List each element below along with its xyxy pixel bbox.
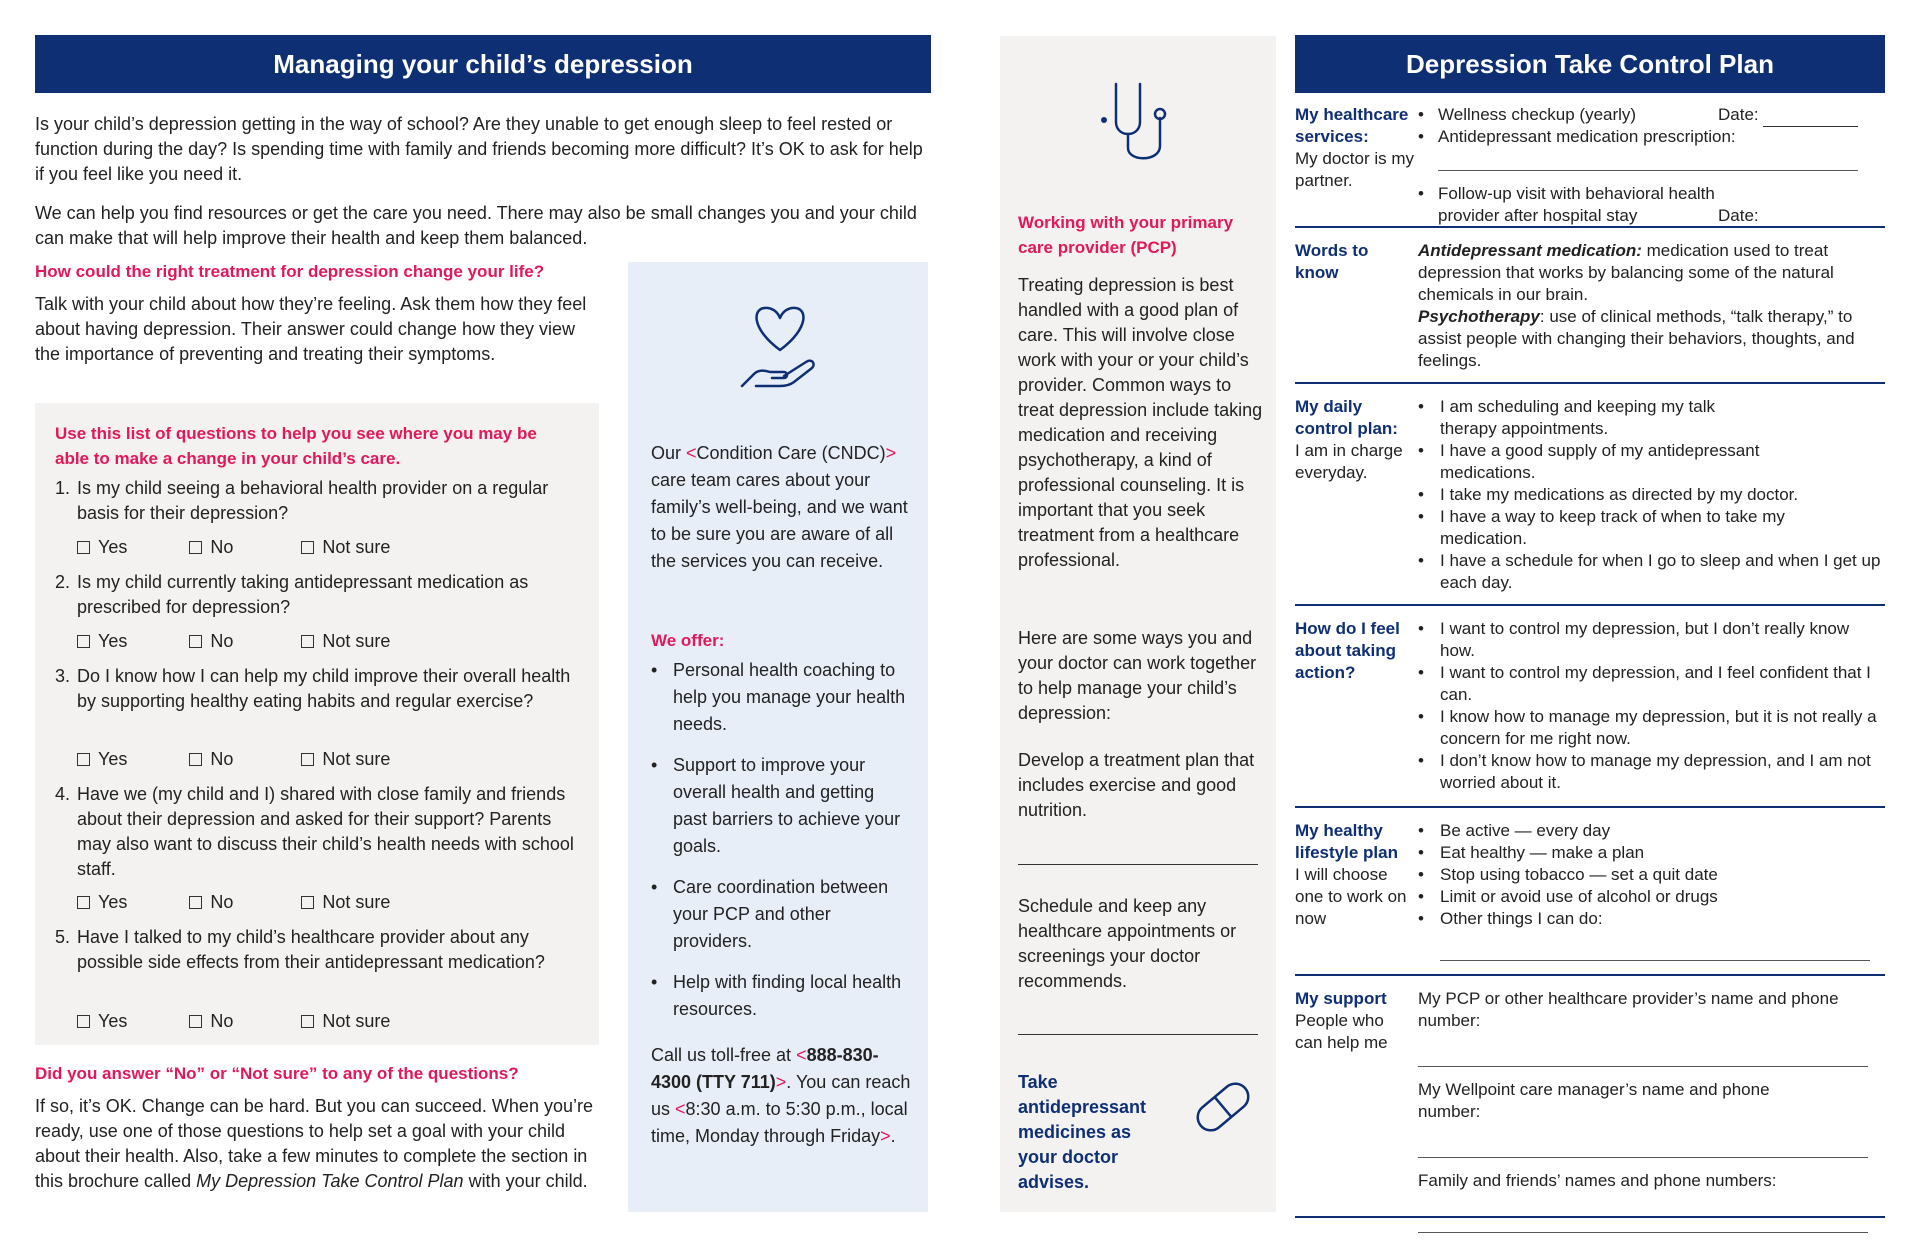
family-contact-field[interactable]: [1418, 1232, 1868, 1233]
pcp-step-2: Schedule and keep any healthcare appointments or screenings your doctor recommends.: [1018, 896, 1237, 991]
other-things-field[interactable]: [1440, 960, 1870, 961]
question-2-options: [77, 631, 452, 652]
questions-box-heading: Use this list of questions to help you see where you may be able to make a change in your child’s care.: [55, 424, 537, 468]
plan-title: Depression Take Control Plan: [1406, 48, 1774, 79]
we-offer-heading: We offer:: [651, 631, 725, 650]
treatment-paragraph: Talk with your child about how they’re feeling. Ask them how they feel about having depression. Their answer could change how they view the importance of preventing and treating their symptoms.: [35, 294, 587, 364]
pill-icon: [1188, 1072, 1258, 1142]
offer-item: • Care coordination between your PCP and other providers.: [651, 874, 911, 955]
left-title-bar: [35, 35, 931, 93]
question-4-options: [77, 892, 452, 913]
support-fields: [1418, 988, 1883, 1233]
care-manager-contact-label: My Wellpoint care manager’s name and phone number:: [1418, 1080, 1770, 1121]
lifestyle-item: • Other things I can do:: [1418, 908, 1883, 930]
offer-item: • Help with finding local health resources.: [651, 969, 911, 1023]
condition-care-panel: [628, 262, 928, 1212]
daily-list: [1418, 396, 1883, 594]
intro-paragraph-2: We can help you find resources or get the care you need. There may also be small changes you and your child can make that will help improve their health and keep them balanced.: [35, 203, 917, 248]
question-5-not-sure-checkbox[interactable]: Not sure: [301, 1011, 390, 1032]
pcp-divider-2: [1018, 1034, 1258, 1035]
prescription-field[interactable]: [1438, 170, 1858, 171]
question-4-yes-checkbox[interactable]: Yes: [77, 892, 127, 913]
family-contact-label: Family and friends’ names and phone numbers:: [1418, 1171, 1777, 1190]
daily-item: • I have a good supply of my antidepressant medications.: [1418, 440, 1770, 484]
lifestyle-item: • Be active — every day: [1418, 820, 1883, 842]
question-5: 5. Have I talked to my child’s healthcare provider about any possible side effects from their antidepressant medication?: [55, 927, 545, 972]
question-4-not-sure-checkbox[interactable]: Not sure: [301, 892, 390, 913]
plan-divider: [1295, 806, 1885, 808]
plan-section-feel: [1295, 618, 1885, 798]
question-1-options: [77, 537, 452, 558]
question-3-no-checkbox[interactable]: No: [189, 749, 233, 770]
feel-item: • I want to control my depression, but I don’t really know how.: [1418, 618, 1883, 662]
feel-list: [1418, 618, 1883, 794]
pcp-panel: [1000, 36, 1276, 1212]
question-5-options: [77, 1011, 452, 1032]
pcp-divider-1: [1018, 864, 1258, 865]
pcp-paragraph-2: Here are some ways you and your doctor can work together to help manage your child’s depression:: [1018, 628, 1257, 723]
condition-care-name: Condition Care (CNDC): [696, 443, 886, 463]
question-5-yes-checkbox[interactable]: Yes: [77, 1011, 127, 1032]
lifestyle-label: My healthy lifestyle plan I will choose one to work on now: [1295, 821, 1407, 928]
condition-care-intro: Our <Condition Care (CNDC)> care team cares about your family’s well-being, and we want to be sure you are aware of all the services you can receive.: [651, 443, 908, 571]
no-answer-paragraph: If so, it’s OK. Change can be hard. But you can succeed. When you’re ready, use one of those questions to help set a goal with your child about their health. Also, take a few minutes to complete the section in this brochure called My Depression Take Control Plan with your child.: [35, 1096, 593, 1191]
offer-list: [651, 657, 911, 1023]
plan-divider: [1295, 604, 1885, 606]
plan-section-services: [1295, 104, 1885, 225]
question-1-no-checkbox[interactable]: No: [189, 537, 233, 558]
question-3-not-sure-checkbox[interactable]: Not sure: [301, 749, 390, 770]
no-answer-heading: Did you answer “No” or “Not sure” to any of the questions?: [35, 1064, 519, 1083]
intro-paragraph-1: Is your child’s depression getting in the way of school? Are they unable to get enough sleep to feel rested or function during the day? Is spending time with family and friends becoming more difficult? It’s OK to ask for help if you feel like you need it.: [35, 114, 923, 184]
question-2: 2. Is my child currently taking antidepressant medication as prescribed for depression?: [55, 572, 529, 617]
care-manager-contact-field[interactable]: [1418, 1157, 1868, 1158]
question-1: 1. Is my child seeing a behavioral health provider on a regular basis for their depression?: [55, 478, 549, 523]
plan-section-lifestyle: [1295, 820, 1885, 970]
plan-section-support: [1295, 988, 1885, 1218]
daily-item: • I have a schedule for when I go to sleep and when I get up each day.: [1418, 550, 1883, 594]
plan-divider: [1295, 382, 1885, 384]
plan-divider: [1295, 226, 1885, 228]
daily-item: • I take my medications as directed by my doctor.: [1418, 484, 1883, 506]
service-item: Antidepressant medication prescription:: [1438, 127, 1736, 146]
lifestyle-item: • Limit or avoid use of alcohol or drugs: [1418, 886, 1883, 908]
left-title: Managing your child’s depression: [273, 48, 693, 79]
treatment-heading: How could the right treatment for depression change your life?: [35, 262, 545, 281]
call-us-paragraph: Call us toll-free at <888-830-4300 (TTY 711)>. You can reach us <8:30 a.m. to 5:30 p.m., local time, Monday through Friday>.: [651, 1045, 911, 1146]
heart-hand-icon: [740, 300, 820, 390]
pcp-step-1: Develop a treatment plan that includes exercise and good nutrition.: [1018, 750, 1255, 820]
question-2-no-checkbox[interactable]: No: [189, 631, 233, 652]
services-label: My healthcare services: My doctor is my partner.: [1295, 105, 1415, 190]
lifestyle-list: [1418, 820, 1883, 930]
feel-item: • I know how to manage my depression, but it is not really a concern for me right now.: [1418, 706, 1883, 750]
question-3-yes-checkbox[interactable]: Yes: [77, 749, 127, 770]
daily-item: • I have a way to keep track of when to take my medication.: [1418, 506, 1840, 550]
question-3: 3. Do I know how I can help my child improve their overall health by supporting healthy eating habits and regular exercise?: [55, 666, 571, 711]
question-4: 4. Have we (my child and I) shared with close family and friends about their depression and asked for their support? Parents may also want to discuss their child’s health needs with school staff.: [55, 784, 574, 879]
lifestyle-item: • Stop using tobacco — set a quit date: [1418, 864, 1883, 886]
service-item: Follow-up visit with behavioral health provider after hospital stay: [1438, 184, 1715, 225]
daily-label: My daily control plan: I am in charge everyday.: [1295, 397, 1403, 482]
feel-item: • I want to control my depression, and I feel confident that I can.: [1418, 662, 1883, 706]
support-label: My support People who can help me: [1295, 989, 1388, 1052]
question-4-no-checkbox[interactable]: No: [189, 892, 233, 913]
question-2-not-sure-checkbox[interactable]: Not sure: [301, 631, 390, 652]
pcp-paragraph-1: Treating depression is best handled with a good plan of care. This will involve close work with your or your child’s provider. Common ways to treat depression include taking medication and receiving psychotherapy, a kind of professional counseling. It is important that you seek treatment from a healthcare professional.: [1018, 275, 1263, 570]
feel-item: • I don’t know how to manage my depression, and I am not worried about it.: [1418, 750, 1883, 794]
plan-section-daily: [1295, 396, 1885, 596]
service-item: Wellness checkup (yearly): [1438, 105, 1637, 124]
followup-date-field[interactable]: [1763, 205, 1858, 228]
plan-title-bar: [1295, 35, 1885, 93]
pcp-heading: Working with your primary care provider (PCP): [1018, 213, 1234, 257]
plan-divider: [1295, 974, 1885, 976]
words-definitions: Antidepressant medication: medication used to treat depression that works by balancing some of the natural chemicals in our brain. Psychotherapy: use of clinical methods, “talk therapy,” to assist people with changing their behaviors, thoughts, and feelings.: [1418, 241, 1855, 370]
questions-box: [35, 403, 599, 1045]
stethoscope-icon: [1100, 80, 1176, 166]
plan-divider: [1295, 1216, 1885, 1218]
offer-item: • Support to improve your overall health and getting past barriers to achieve your goals.: [651, 752, 911, 860]
lifestyle-item: • Eat healthy — make a plan: [1418, 842, 1883, 864]
plan-section-words: [1295, 240, 1885, 380]
pcp-contact-label: My PCP or other healthcare provider’s name and phone number:: [1418, 989, 1839, 1030]
question-5-no-checkbox[interactable]: No: [189, 1011, 233, 1032]
pcp-contact-field[interactable]: [1418, 1066, 1868, 1067]
medicine-tip: Take antidepressant medicines as your doctor advises.: [1018, 1072, 1147, 1192]
question-1-yes-checkbox[interactable]: Yes: [77, 537, 127, 558]
words-label: Words to know: [1295, 241, 1369, 282]
offer-item: • Personal health coaching to help you manage your health needs.: [651, 657, 911, 738]
phone-number[interactable]: 888-830-4300 (TTY 711): [651, 1045, 879, 1092]
daily-item: • I am scheduling and keeping my talk therapy appointments.: [1418, 396, 1770, 440]
checkup-date-field[interactable]: [1763, 104, 1858, 127]
services-list: • Wellness checkup (yearly) Date: • Antidepressant medication prescription: • Follow-up visit with behavioral health provider after hospital stay Date:: [1418, 104, 1883, 227]
question-2-yes-checkbox[interactable]: Yes: [77, 631, 127, 652]
question-3-options: [77, 749, 452, 770]
feel-label: How do I feel about taking action?: [1295, 619, 1400, 682]
question-1-not-sure-checkbox[interactable]: Not sure: [301, 537, 390, 558]
